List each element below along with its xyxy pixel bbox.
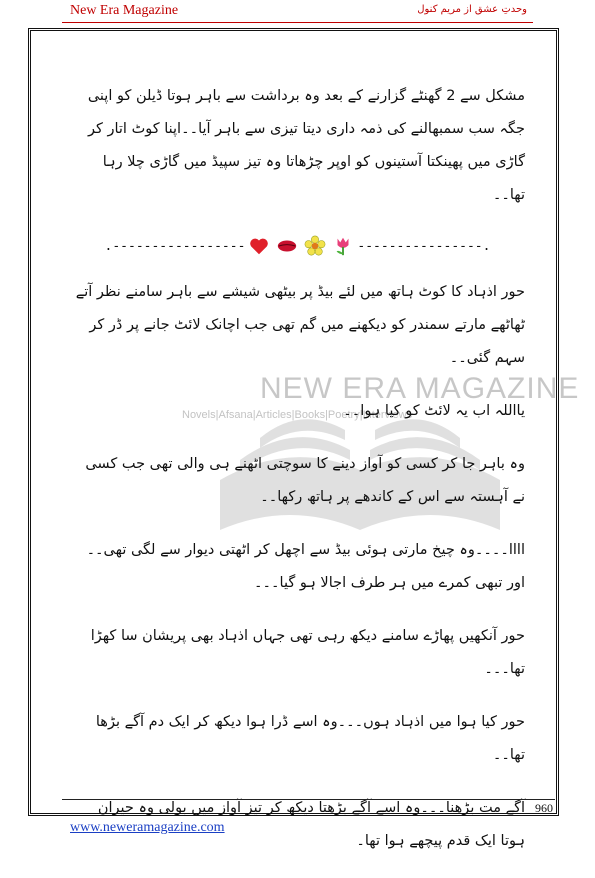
footer-rule (62, 799, 555, 800)
section-divider (70, 232, 525, 260)
paragraph: حور آنکھیں پھاڑے سامنے دیکھ رہی تھی جہاں اذہاد بھی پریشان سا کھڑا تھا۔۔۔ (90, 628, 525, 677)
page-number: 960 (535, 801, 553, 815)
header-rule (62, 22, 533, 23)
divider-dashes-left: .----------------- (104, 238, 246, 254)
paragraph: حور اذہاد کا کوٹ ہاتھ میں لئے بیڈ پر بیٹھی شیشے سے باہر سامنے نظر آتے ٹھاٹھے مارتے سمندر کو دیکھنے میں گم تھی جب اچانک لائٹ جانے پر ڈر کر سہم گئی۔۔ (75, 284, 525, 366)
magazine-name: New Era Magazine (70, 3, 179, 18)
tulip-icon (332, 235, 354, 257)
divider-dashes-right: ----------------. (357, 238, 491, 254)
lips-icon (276, 235, 298, 257)
paragraph: مشکل سے 2 گھنٹے گزارنے کے بعد وہ برداشت سے باہر ہوتا ڈیلن کو اپنی جگہ سب سمبھالنے کی ذمہ داری دیتا تیزی سے باہر آیا۔۔اپنا کوٹ اتار کر گاڑی میں پھینکتا آستینوں کو اوپر چڑھاتا وہ تیز سپیڈ میں گاڑی چلا رہا تھا۔۔ (87, 88, 525, 203)
paragraph: وہ باہر جا کر کسی کو آواز دینے کا سوچتی اٹھنے ہی والی تھی جب کسی نے آہستہ سے اس کے کاندھے پر ہاتھ رکھا۔۔ (85, 456, 525, 505)
website-link[interactable]: www.neweramagazine.com (70, 820, 225, 835)
watermark-tagline: Novels|Afsana|Articles|Books|Poetry|Interviews (182, 409, 413, 421)
flower-icon (304, 235, 326, 257)
story-body (70, 80, 525, 878)
paragraph: آگے مت بڑھنا۔۔۔وہ اسے آگے بڑھتا دیکھ کر تیز آواز میں بولی وہ حیران ہوتا ایک قدم پیچھے ہوا تھا۔ (97, 800, 525, 849)
paragraph: یااللہ اب یہ لائٹ کو کیا ہوا۔۔ (343, 403, 525, 419)
paragraph: حور کیا ہوا میں اذہاد ہوں۔۔۔وہ اسے ڈرا ہوا دیکھ کر ایک دم آگے بڑھا تھا۔۔ (95, 714, 525, 763)
paragraph: اااا۔۔۔۔وہ چیخ مارتی ہوئی بیڈ سے اچھل کر اٹھتی دیوار سے لگی تھی۔۔اور تبھی کمرے میں ہر طرف اجالا ہو گیا۔۔۔ (86, 542, 525, 591)
heart-icon (248, 235, 270, 257)
story-title: وحدتِ عشق از مریم کنول (417, 4, 527, 15)
watermark-title: NEW ERA MAGAZINE (260, 372, 580, 405)
